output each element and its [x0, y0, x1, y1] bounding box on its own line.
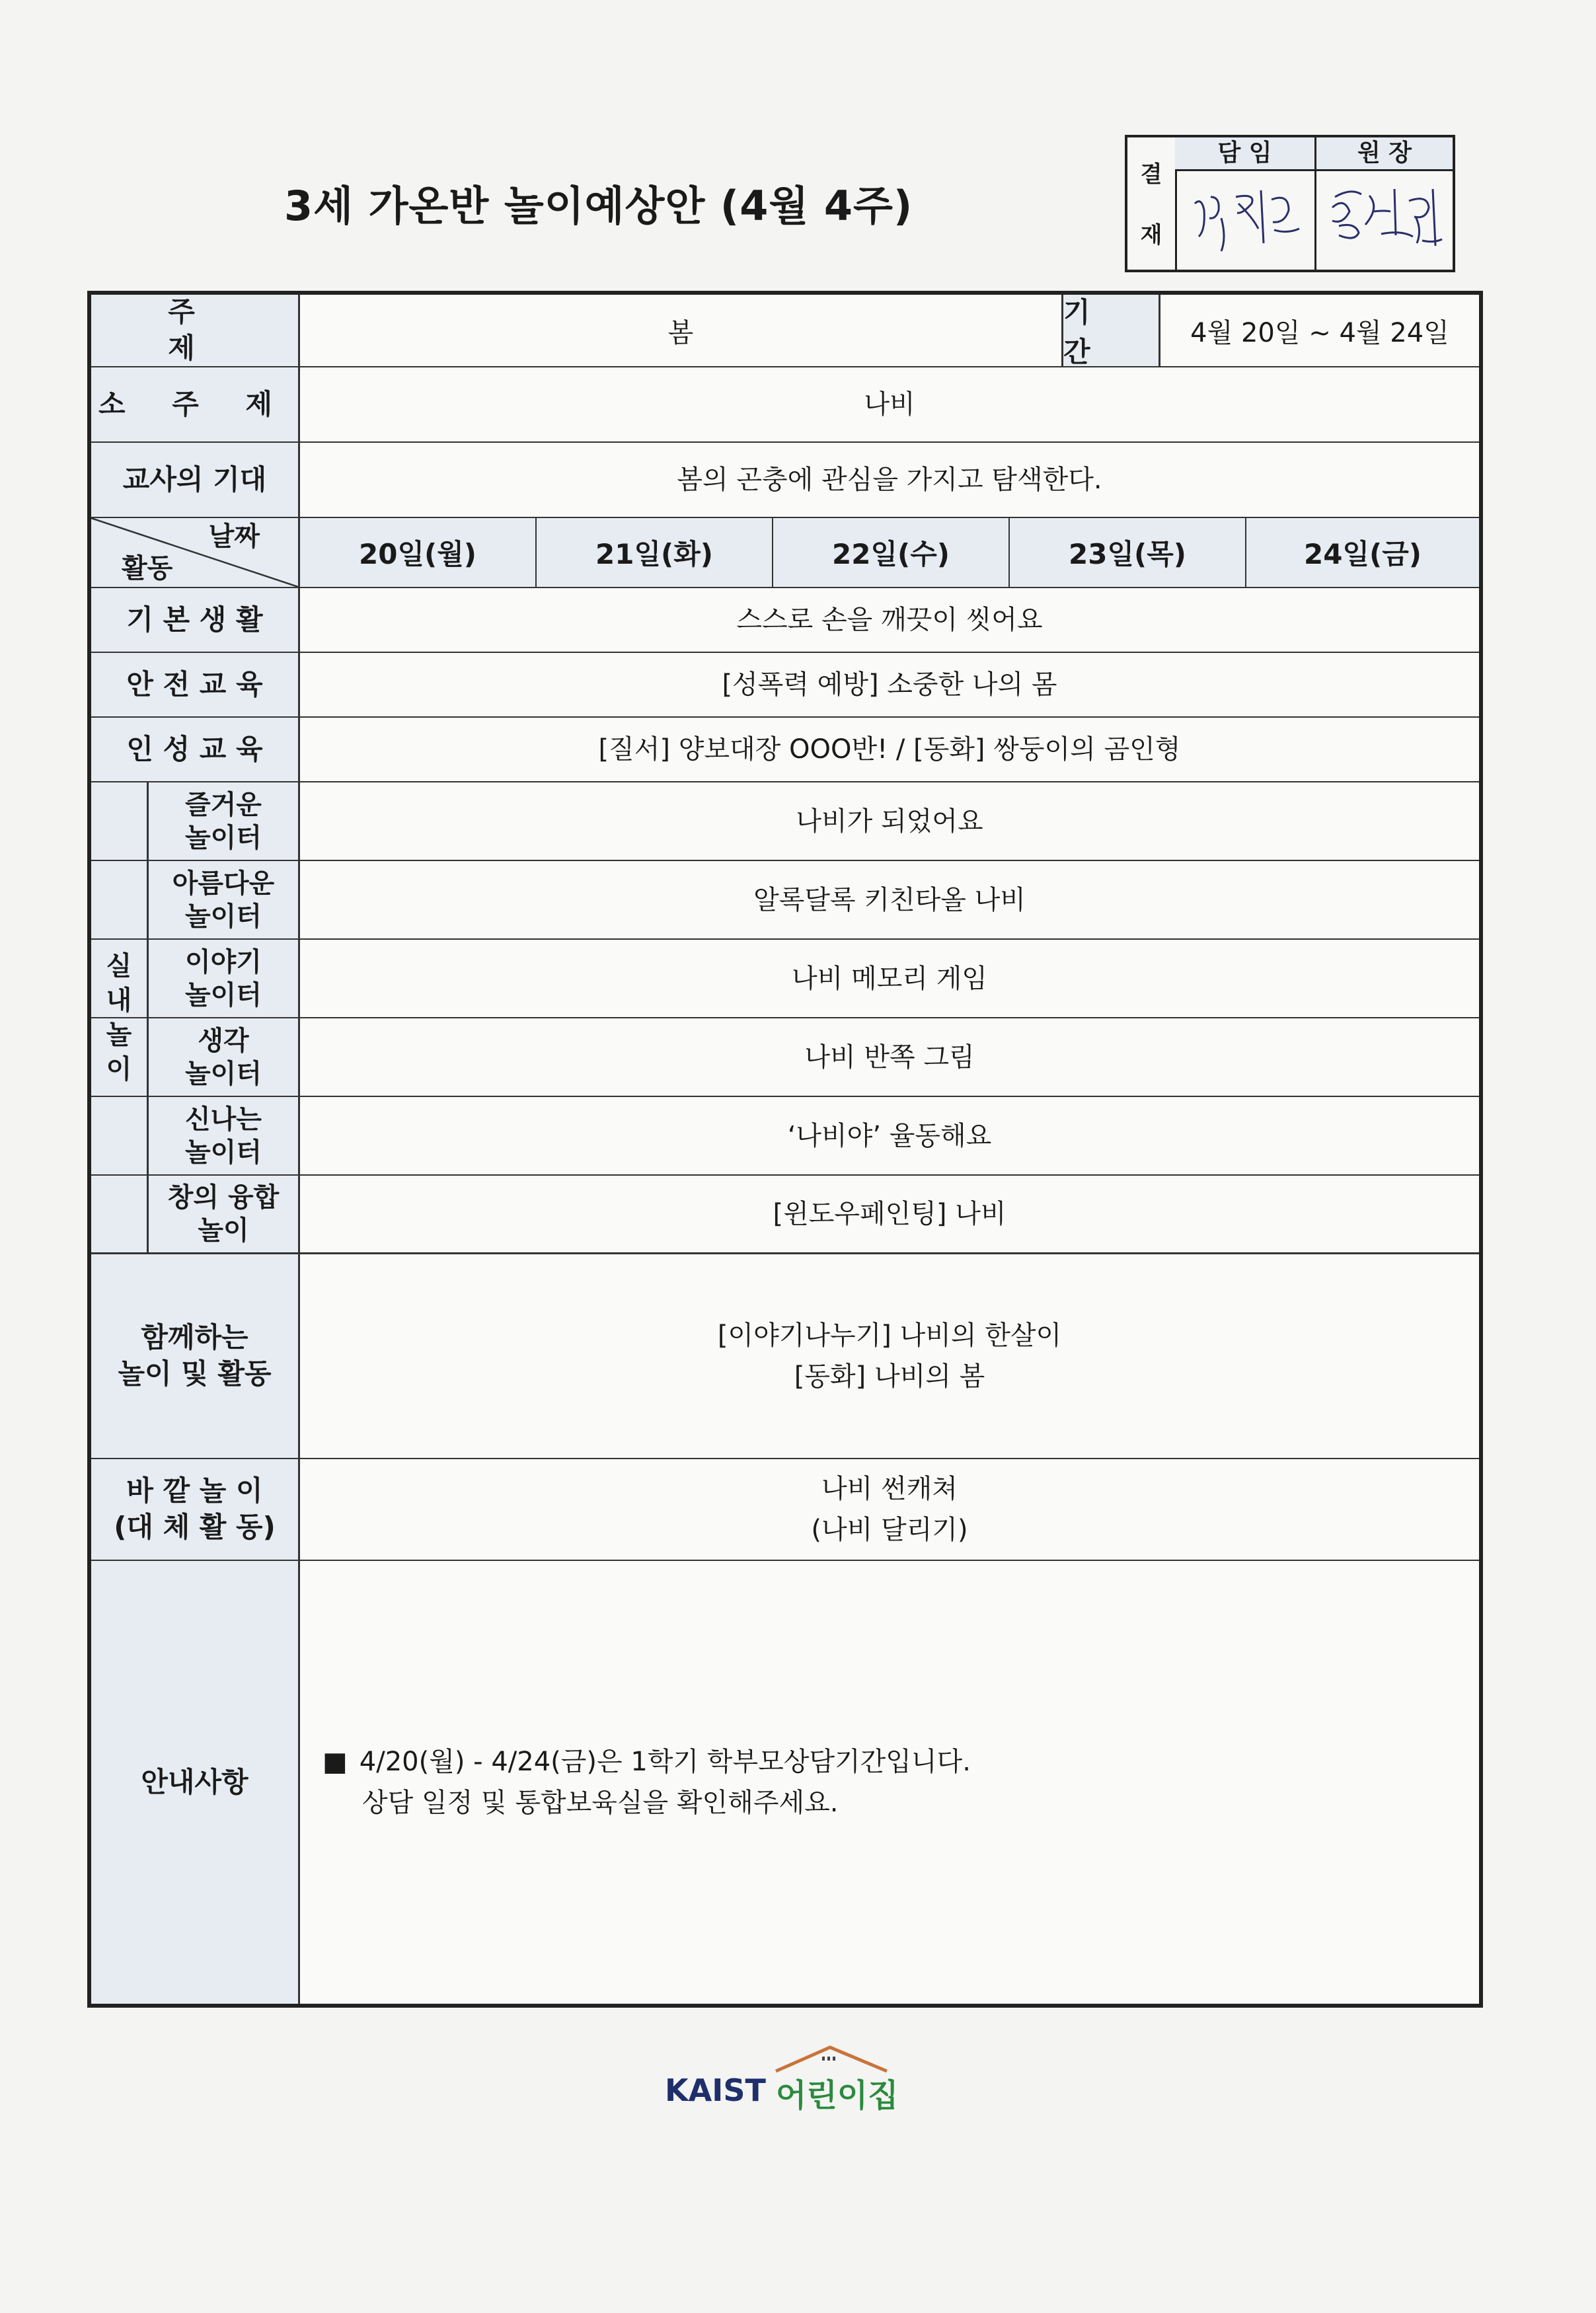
indoor-area-row [91, 940, 1479, 1018]
bullet-square-icon: ■ [323, 1747, 348, 1777]
indoor-area-value: ‘나비야’ 율동해요 [787, 1120, 992, 1151]
together-value [300, 1254, 1479, 1458]
together-row [91, 1254, 1479, 1459]
kaist-kindergarten-logo [665, 2042, 929, 2114]
safety-value: [성폭력 예방] 소중한 나의 몸 [722, 669, 1057, 700]
expectation-row [91, 443, 1479, 518]
indoor-area-row [91, 1176, 1479, 1252]
notice-line-1: ■ 4/20(월) - 4/24(금)은 1학기 학부모상담기간입니다. [323, 1747, 971, 1777]
indoor-area-label: 생각 놀이터 [147, 1018, 300, 1096]
indoor-area-value: 나비 반쪽 그림 [804, 1042, 975, 1073]
indoor-area-label: 이야기 놀이터 [147, 940, 300, 1017]
expectation-value: 봄의 곤충에 관심을 가지고 탐색한다. [677, 465, 1102, 495]
indoor-area-row [91, 1097, 1479, 1176]
together-label: 함께하는 놀이 및 활동 [91, 1254, 300, 1458]
together-line-2: [동화] 나비의 봄 [794, 1361, 985, 1392]
day-wed: 22일(수) [773, 518, 1010, 587]
day-fri: 24일(금) [1246, 518, 1479, 587]
subtheme-value: 나비 [864, 389, 915, 420]
approval-homeroom-col [1175, 137, 1316, 270]
logo-text-kr: 어린이집 [776, 2077, 899, 2114]
expectation-label: 교사의 기대 [91, 443, 300, 517]
approval-director-col [1316, 137, 1453, 270]
notice-row [91, 1561, 1479, 2004]
period-label: 기 간 [1061, 295, 1160, 366]
indoor-area-label: 창의 융합 놀이 [147, 1176, 300, 1252]
outdoor-label: 바 깥 놀 이 (대 체 활 동) [91, 1459, 300, 1560]
character-label: 인 성 교 육 [91, 718, 300, 781]
subtheme-label: 소 주 제 [91, 367, 300, 441]
basic-life-row [91, 588, 1479, 653]
plan-table [87, 291, 1483, 2008]
basic-life-value: 스스로 손을 깨끗이 씻어요 [736, 605, 1043, 635]
schedule-header-row [91, 518, 1479, 588]
approval-director-label: 원 장 [1316, 137, 1453, 171]
theme-value: 봄 [667, 317, 694, 348]
outdoor-line-2: (나비 달리기) [811, 1515, 968, 1545]
theme-label: 주 제 [91, 295, 300, 366]
character-row [91, 718, 1479, 782]
homeroom-signature [1182, 177, 1307, 256]
approval-homeroom-label: 담 임 [1175, 137, 1314, 171]
day-tue: 21일(화) [537, 518, 773, 587]
outdoor-value [300, 1459, 1479, 1560]
approval-side-label [1127, 137, 1177, 270]
notice-body [323, 1561, 971, 2004]
subtheme-row [91, 367, 1479, 443]
activity-label: 활동 [122, 553, 173, 584]
day-thu: 23일(목) [1010, 518, 1246, 587]
notice-line-2: 상담 일정 및 통합보육실을 확인해주세요. [362, 1788, 839, 1818]
page-title: 3세 가온반 놀이예상안 (4월 4주) [284, 182, 913, 230]
indoor-area-value: [윈도우페인팅] 나비 [773, 1199, 1007, 1229]
indoor-area-value: 나비가 되었어요 [796, 806, 983, 837]
indoor-area-row [91, 861, 1479, 940]
notice-label: 안내사항 [91, 1561, 300, 2004]
indoor-area-row [91, 1018, 1479, 1097]
indoor-area-row [91, 782, 1479, 861]
indoor-play-block [91, 782, 1479, 1254]
period-value: 4월 20일 ~ 4월 24일 [1190, 317, 1449, 348]
indoor-area-value: 나비 메모리 게임 [792, 963, 987, 994]
indoor-area-label: 아름다운 놀이터 [147, 861, 300, 938]
character-value: [질서] 양보대장 OOO반! / [동화] 쌍둥이의 곰인형 [598, 734, 1181, 765]
outdoor-row [91, 1459, 1479, 1561]
basic-life-label: 기 본 생 활 [91, 588, 300, 652]
logo-text-en: KAIST [665, 2072, 766, 2108]
approval-box [1125, 135, 1455, 272]
theme-row [91, 295, 1479, 367]
indoor-side-label: 실 내 놀 이 [91, 782, 147, 1252]
indoor-area-label: 신나는 놀이터 [147, 1097, 300, 1174]
indoor-area-label: 즐거운 놀이터 [147, 782, 300, 860]
approval-side-char-2: 재 [1140, 222, 1162, 248]
approval-side-char-1: 결 [1140, 161, 1162, 188]
indoor-area-value: 알록달록 키친타올 나비 [753, 884, 1026, 915]
director-signature [1323, 177, 1449, 256]
together-line-1: [이야기나누기] 나비의 한살이 [717, 1320, 1062, 1351]
safety-row [91, 653, 1479, 718]
date-activity-cell [91, 518, 300, 587]
outdoor-line-1: 나비 썬캐쳐 [821, 1474, 958, 1504]
date-label: 날짜 [208, 521, 260, 552]
day-mon: 20일(월) [300, 518, 537, 587]
safety-label: 안 전 교 육 [91, 653, 300, 716]
